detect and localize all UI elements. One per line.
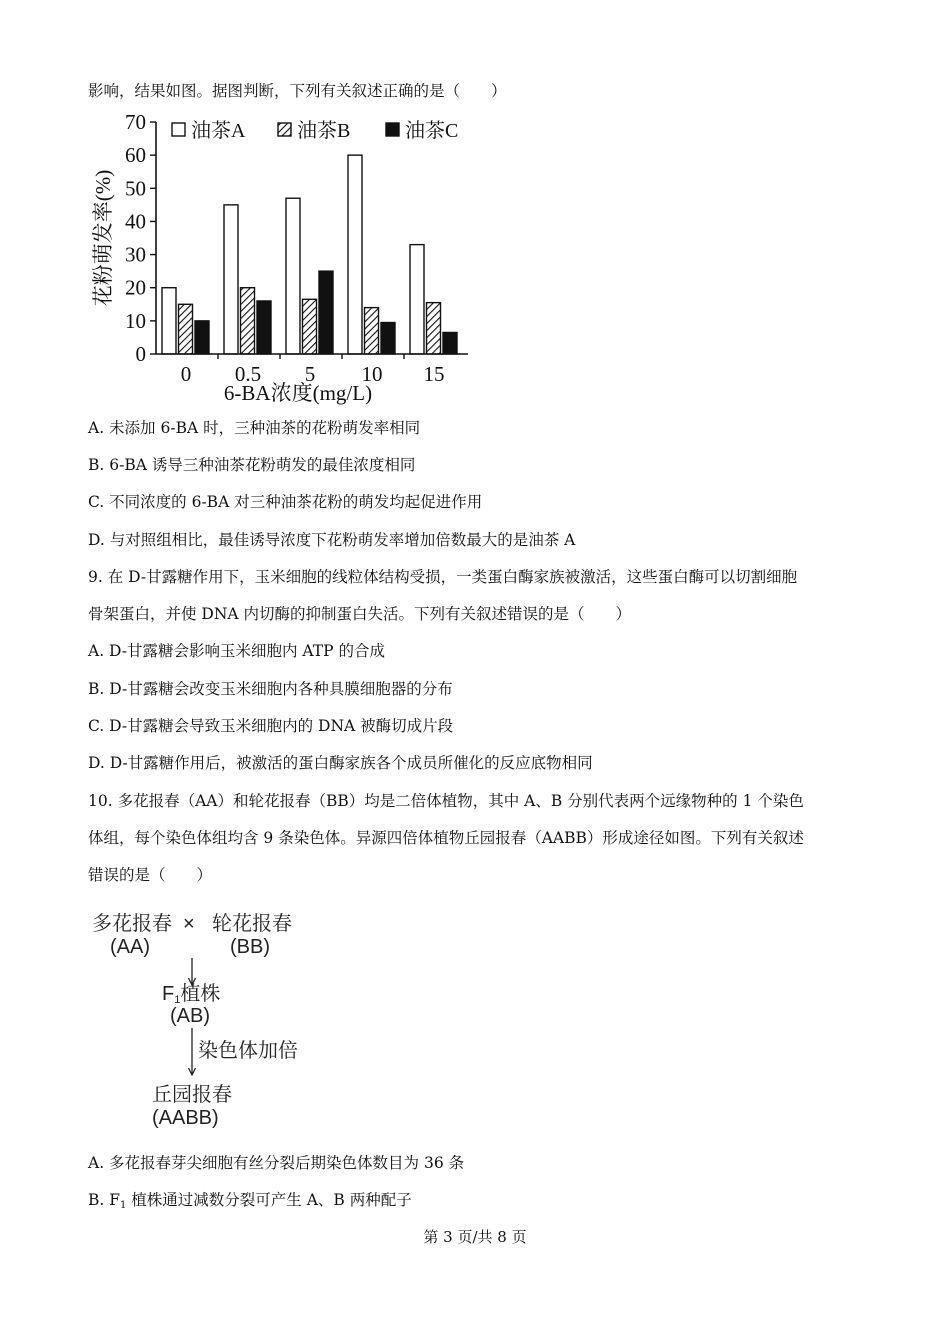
bar-3-0.5 — [257, 301, 271, 354]
question8-stem-tail: 影响，结果如图。据图判断，下列有关叙述正确的是（ ） — [88, 82, 507, 100]
q8-option-d: D. 与对照组相比，最佳诱导浓度下花粉萌发率增加倍数最大的是油茶 A — [88, 531, 576, 549]
parent1-name: 多花报春 — [92, 913, 172, 935]
bar-1-15 — [410, 245, 424, 354]
legend-swatch-1 — [172, 123, 185, 136]
bar-3-0 — [195, 321, 209, 354]
y-tick-label: 0 — [135, 342, 146, 366]
q8-option-c: C. 不同浓度的 6-BA 对三种油茶花粉的萌发均起促进作用 — [88, 493, 483, 511]
bar-3-15 — [443, 332, 457, 354]
q9-stem-line1: 9. 在 D-甘露糖作用下，玉米细胞的线粒体结构受损，一类蛋白酶家族被激活，这些蛋白酶可以切割细胞 — [88, 568, 798, 586]
y-tick-label: 20 — [125, 275, 146, 300]
bar-2-10 — [365, 308, 379, 354]
cross-symbol: × — [183, 913, 195, 935]
pollen-germination-bar-chart — [88, 110, 488, 408]
chromosome-doubling-label: 染色体加倍 — [198, 1040, 298, 1062]
f1-plant: $F_1$植株 — [162, 983, 221, 1006]
page-footer: 第 3 页/共 8 页 — [423, 1228, 527, 1246]
parent2-name: 轮花报春 — [212, 913, 292, 935]
bar-3-10 — [381, 323, 395, 354]
bar-1-5 — [286, 198, 300, 354]
bar-2-15 — [427, 303, 441, 354]
bar-2-0 — [179, 304, 193, 354]
q8-option-a: A. 未添加 6-BA 时，三种油茶的花粉萌发率相同 — [88, 419, 421, 437]
result-plant-name: 丘园报春 — [152, 1084, 232, 1106]
q9-stem-line2: 骨架蛋白，并使 DNA 内切酶的抑制蛋白失活。下列有关叙述错误的是（ ） — [88, 605, 632, 623]
y-tick-label: 50 — [125, 176, 146, 201]
q10-option-b: B. $F_1$ 植株通过减数分裂可产生 A、B 两种配子 — [88, 1191, 412, 1211]
y-tick-label: 10 — [125, 308, 146, 333]
legend-label-3: 油茶C — [405, 120, 459, 142]
legend-label-1: 油茶A — [191, 120, 246, 142]
x-tick-label: 10 — [361, 362, 383, 386]
q9-option-b: B. D-甘露糖会改变玉米细胞内各种具膜细胞器的分布 — [88, 680, 453, 698]
bar-2-0.5 — [241, 288, 255, 354]
bar-1-10 — [348, 155, 362, 354]
x-axis-label: 6-BA浓度(mg/L) — [223, 381, 373, 405]
x-tick-label: 0 — [180, 362, 192, 386]
legend-label-2: 油茶B — [297, 120, 351, 142]
q10-stem-line3: 错误的是（ ） — [88, 866, 213, 884]
q10-stem-line2: 体组，每个染色体组均含 9 条染色体。异源四倍体植物丘园报春（AABB）形成途径如图。下列有关叙述 — [88, 829, 804, 847]
bar-3-5 — [319, 271, 333, 354]
bar-1-0.5 — [224, 205, 238, 354]
legend-swatch-2 — [278, 123, 291, 136]
legend-swatch-3 — [386, 123, 399, 136]
y-tick-label: 70 — [125, 110, 146, 134]
parent1-genome: (AA) — [110, 936, 150, 958]
q9-option-d: D. D-甘露糖作用后，被激活的蛋白酶家族各个成员所催化的反应底物相同 — [88, 754, 593, 772]
y-axis-label: 花粉萌发率(%) — [91, 169, 115, 307]
x-tick-label: 5 — [304, 362, 316, 386]
parent2-genome: (BB) — [230, 936, 270, 958]
down-arrow-icon — [184, 958, 200, 986]
q10-stem-line1: 10. 多花报春（AA）和轮花报春（BB）均是二倍体植物，其中 A、B 分别代表两个远缘物种的 1 个染色 — [88, 792, 804, 810]
bar-2-5 — [303, 299, 317, 354]
q9-option-a: A. D-甘露糖会影响玉米细胞内 ATP 的合成 — [88, 642, 385, 660]
q10-option-a: A. 多花报春芽尖细胞有丝分裂后期染色体数目为 36 条 — [88, 1154, 465, 1172]
y-tick-label: 30 — [125, 242, 146, 267]
result-genome: (AABB) — [152, 1107, 219, 1129]
bar-1-0 — [162, 288, 176, 354]
y-tick-label: 40 — [125, 209, 146, 234]
x-tick-label: 15 — [423, 362, 445, 386]
f1-genome: (AB) — [170, 1005, 210, 1027]
y-tick-label: 60 — [125, 143, 146, 168]
q8-option-b: B. 6-BA 诱导三种油茶花粉萌发的最佳浓度相同 — [88, 456, 416, 474]
x-tick-label: 0.5 — [234, 362, 262, 386]
q9-option-c: C. D-甘露糖会导致玉米细胞内的 DNA 被酶切成片段 — [88, 717, 454, 735]
